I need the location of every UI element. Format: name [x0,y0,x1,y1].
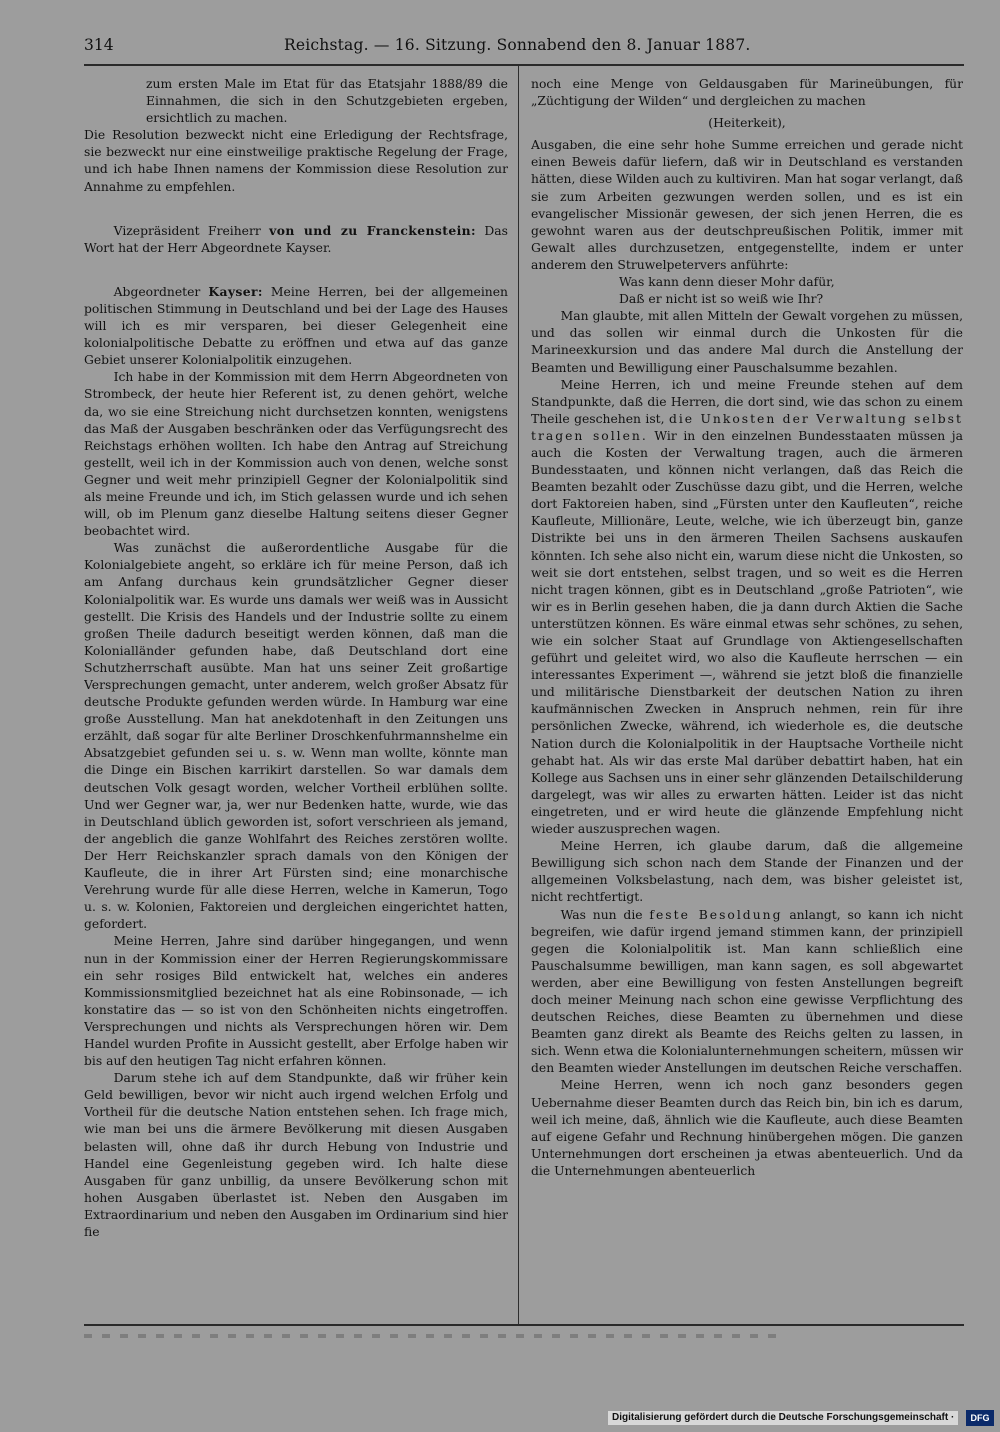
verse-line: Was kann denn dieser Mohr dafür, [619,275,835,290]
speaker-name: von und zu Franckenstein: [269,222,477,238]
emphasis: feste Besoldung [649,907,783,922]
paragraph: Meine Herren, ich glaube darum, daß die allgemeine Bewilligung sich schon nach dem Stande der Finanzen und der allgemeinen Volksbelastung, nach dem, was bisher geleistet ist, nicht rechtfertigt. [531,839,963,905]
paragraph: Ich habe in der Kommission mit dem Herrn Abgeordneten von Strombeck, der heute hier Referent ist, zu denen gehört, welche da, wo sie eine Streichung nicht durchsetzen konnten, wenigstens das Maß der Ausgaben beschränken oder das Verfügungsrecht des Reichstags erhöhen wollten. Ich habe den Antrag auf Streichung gestellt, weil ich in der Kommission auch von denen, welche sonst Gegner und weit mehr prinzipiell Gegner der Kolonialpolitik sind als meine Freunde und ich, im Stich gelassen wurde und ich sehen will, ob im Plenum ganz dieselbe Haltung seitens dieser Gegner beobachtet wird. [84,370,508,539]
dfg-logo: DFG [966,1410,994,1426]
paragraph: Meine Herren, wenn ich noch ganz besonders gegen Uebernahme dieser Beamten durch das Reich bin, bin ich es darum, weil ich meine, daß, ähnlich wie die Kaufleute, auch diese Beamten auf eigene Gefahr und Rechnung hinübergehen mögen. Die ganzen Unternehmungen dort erscheinen ja etwas abenteuerlich. Und da die Unternehmungen abenteuerlich [531,1078,963,1178]
paragraph: Man glaubte, mit allen Mitteln der Gewalt vorgehen zu müssen, und das sollen wir einmal durch die Unkosten für die Marineexkursion und das andere Mal durch die Anstellung der Beamten und Bewilligung einer Pauschalsumme bezahlen. [531,309,963,375]
column-divider [518,66,519,1324]
paragraph-text: anlangt, so kann ich nicht begreifen, wie dafür irgend jemand stimmen kann, der prinzipiell gegen die Kolonialpolitik ist. Man kann schließlich eine Pauschalsumme bewilligen, man kann sagen, es soll abgewartet werden, aber eine Bewilligung von festen Anstellungen begreift doch meiner Meinung nach schon eine gewisse Verpflichtung des deutschen Reiches, diese Beamten zu übernehmen und diese Beamten ganz direkt als Beamte des Reichs gelten zu lassen, in sich. Wenn etwa die Kolonialunternehmungen scheitern, müssen wir den Beamten wieder Anstellungen im deutschen Reiche verschaffen. [531,907,963,1076]
paragraph [531,377,963,839]
digitization-credit: Digitalisierung gefördert durch die Deutsche Forschungsgemeinschaft · [608,1411,958,1425]
emphasis: die Unkosten der Verwaltung selbst tragen sollen. [531,411,963,443]
paragraph: zum ersten Male im Etat für das Etatsjahr 1888/89 die Einnahmen, die sich in den Schutzgebieten ergeben, ersichtlich zu machen. [146,77,508,126]
page-header [84,36,964,60]
paragraph: Darum stehe ich auf dem Standpunkte, daß wir früher kein Geld bewilligen, bevor wir nicht auch irgend welchen Erfolg und Vortheil für die deutsche Nation entstehen sehen. Ich frage mich, wie man bei uns die ärmere Bevölkerung mit diesen Ausgaben belasten will, ohne daß ihr durch Hebung von Industrie und Handel eine Gegenleistung gegeben wird. Ich halte diese Ausgaben für ganz unbillig, da unsere Bevölkerung schon mit hohen Ausgaben überlastet ist. Neben den Ausgaben im Extraordinarium und neben den Ausgaben im Ordinarium sind hier fie [84,1071,508,1239]
left-column [84,76,508,1320]
right-column [531,76,963,1320]
paragraph-text: Wir in den einzelnen Bundesstaaten müssen ja auch die Kosten der Verwaltung tragen, auch die ärmeren Bundesstaaten, und können nicht verlangen, daß das Reich die Beamten bezahlt oder Zuschüsse dazu gibt, und die Herren, welche dort Faktoreien haben, sind „Fürsten unter den Kaufleuten“, reiche Kaufleute, Millionäre, Leute, welche, wie ich überzeugt bin, ganze Distrikte bei uns in den ärmeren Theilen Sachsens auskaufen könnten. Ich sehe also nicht ein, warum diese nicht die Unkosten, so weit sie dort entstehen, selbst tragen, und so weit es die Herren nicht tragen können, gibt es in Deutschland „große Patrioten“, wie wir es in Berlin gesehen haben, die ja dann durch Aktien die Sache unterstützen können. Es wäre einmal etwas sehr schönes, zu sehen, wie ein solcher Staat auf Grundlage von Aktiengesellschaften geführt und geleitet wird, wo also die Kaufleute herrschen — ein interessantes Experiment —, während sie jetzt bloß die finanzielle und militärische Dienstbarkeit der deutschen Nation zu ihren kaufmännischen Zwecken in Anspruch nehmen, rein für ihre persönlichen Zwecke, während, ich wiederhole es, die deutsche Nation durch die Kolonialpolitik in der Hauptsache Vortheile nicht gehabt hat. Als wir das erste Mal darüber debattirt haben, hat ein Kollege aus Sachsen uns in einer sehr glänzenden Detailschilderung dargelegt, was wir alles zu erwarten hätten. Leider ist das nicht eingetreten, und er wird heute die glänzende Empfehlung nicht wieder auszusprechen wagen. [531,428,963,837]
speaker-intro [84,222,508,257]
speaker-role: Abgeordneter [113,284,201,299]
paragraph [531,907,963,1078]
paragraph-text: Meine Herren, bei der allgemeinen politischen Stimmung in Deutschland und bei der Lage des Hauses will ich es mir versparen, bei dieser Gelegenheit eine kolonialpolitische Debatte zu eröffnen und etwa auf das ganze Gebiet unserer Kolonialpolitik einzugehen. [84,284,508,368]
speaker-name: Kayser: [208,283,263,299]
running-title: Reichstag. — 16. Sitzung. Sonnabend den 8. Januar 1887. [284,36,751,54]
paragraph: Meine Herren, Jahre sind darüber hingegangen, und wenn nun in der Kommission einer der Herren Regierungskommissare ein sehr rosiges Bild entwickelt hat, welches ein anderes Kommissionsmitglied bezeichnet hat als eine Robinsonade, — ich konstatire das — so ist von den Schönheiten nichts eingetroffen. Versprechungen und nichts als Versprechungen hören wir. Dem Handel wurden Profite in Aussicht gestellt, aber Erfolge haben wir bis auf den heutigen Tag nicht erfahren können. [84,934,508,1069]
paragraph-text: Was nun die [560,907,643,922]
paragraph: Ausgaben, die eine sehr hohe Summe erreichen und gerade nicht einen Beweis dafür liefern, daß wir in Deutschland es verstanden hätten, diese Wilden auch zu kultiviren. Man hat sogar verlangt, daß sie zum Arbeiten gezwungen werden sollen, und es ist ein evangelischer Missionär gewesen, der sich jenen Herren, die es gewohnt waren aus der deutschpreußischen Politik, immer mit Gewalt alles durchzusetzen, entgegenstellte, indem er unter anderem den Struwelpetervers anführte: [531,138,963,272]
interjection: (Heiterkeit), [708,116,786,131]
footer-rule [84,1324,964,1326]
paragraph: noch eine Menge von Geldausgaben für Marineübungen, für „Züchtigung der Wilden“ und dergleichen zu machen [531,77,963,109]
paragraph-text: Das Wort hat der Herr Abgeordnete Kayser. [84,223,508,255]
paragraph-text: Meine Herren, ich und meine Freunde stehen auf dem Standpunkte, daß die Herren, die dort sind, wie das schon zu einem Theile geschehen ist, [531,377,963,426]
speaker-intro [84,283,508,369]
verse-line: Daß er nicht ist so weiß wie Ihr? [619,292,824,307]
speaker-role: Vizepräsident Freiherr [113,223,261,238]
scan-artifact [84,1334,784,1338]
paragraph: Die Resolution bezweckt nicht eine Erledigung der Rechtsfrage, sie bezweckt nur eine einstweilige praktische Regelung der Frage, und ich habe Ihnen namens der Kommission diese Resolution zur Annahme zu empfehlen. [84,128,508,194]
paragraph: Was zunächst die außerordentliche Ausgabe für die Kolonialgebiete angeht, so erkläre ich für meine Person, daß ich am Anfang durchaus kein grundsätzlicher Gegner dieser Kolonialpolitik war. Es wurde uns damals wer weiß was in Aussicht gestellt. Die Krisis des Handels und der Industrie sollte zu einem großen Theile dadurch beseitigt werden können, daß man die Kolonialländer gefunden habe, daß Deutschland dort eine Schutzherrschaft ausübte. Man hat uns seiner Zeit großartige Versprechungen gemacht, unter anderem, welch großer Absatz für deutsche Produkte gefunden werden würde. In Hamburg war eine große Ausstellung. Man hat anekdotenhaft in den Zeitungen uns erzählt, daß sogar für alte Berliner Droschkenfuhrmannshelme ein Absatzgebiet gefunden sei u. s. w. Wenn man wollte, könnte man die Dinge ein Bischen karrikirt darstellen. So war damals dem deutschen Volk gesagt worden, welcher Vortheil erblühen sollte. Und wer Gegner war, ja, wer nur Bedenken hatte, wurde, wie das in Deutschland üblich geworden ist, sofort verschrieen als jemand, der angeblich die ganze Wohlfahrt des Reiches zerstören wollte. Der Herr Reichskanzler sprach damals von den Königen der Kaufleute, die in ihrer Art Fürsten sind; eine monarchische Verehrung wurde für alle diese Herren, welche in Kamerun, Togo u. s. w. Kolonien, Faktoreien und dergleichen eingerichtet hatten, gefordert. [84,541,508,932]
page-number: 314 [84,36,114,54]
header-rule [84,64,964,66]
